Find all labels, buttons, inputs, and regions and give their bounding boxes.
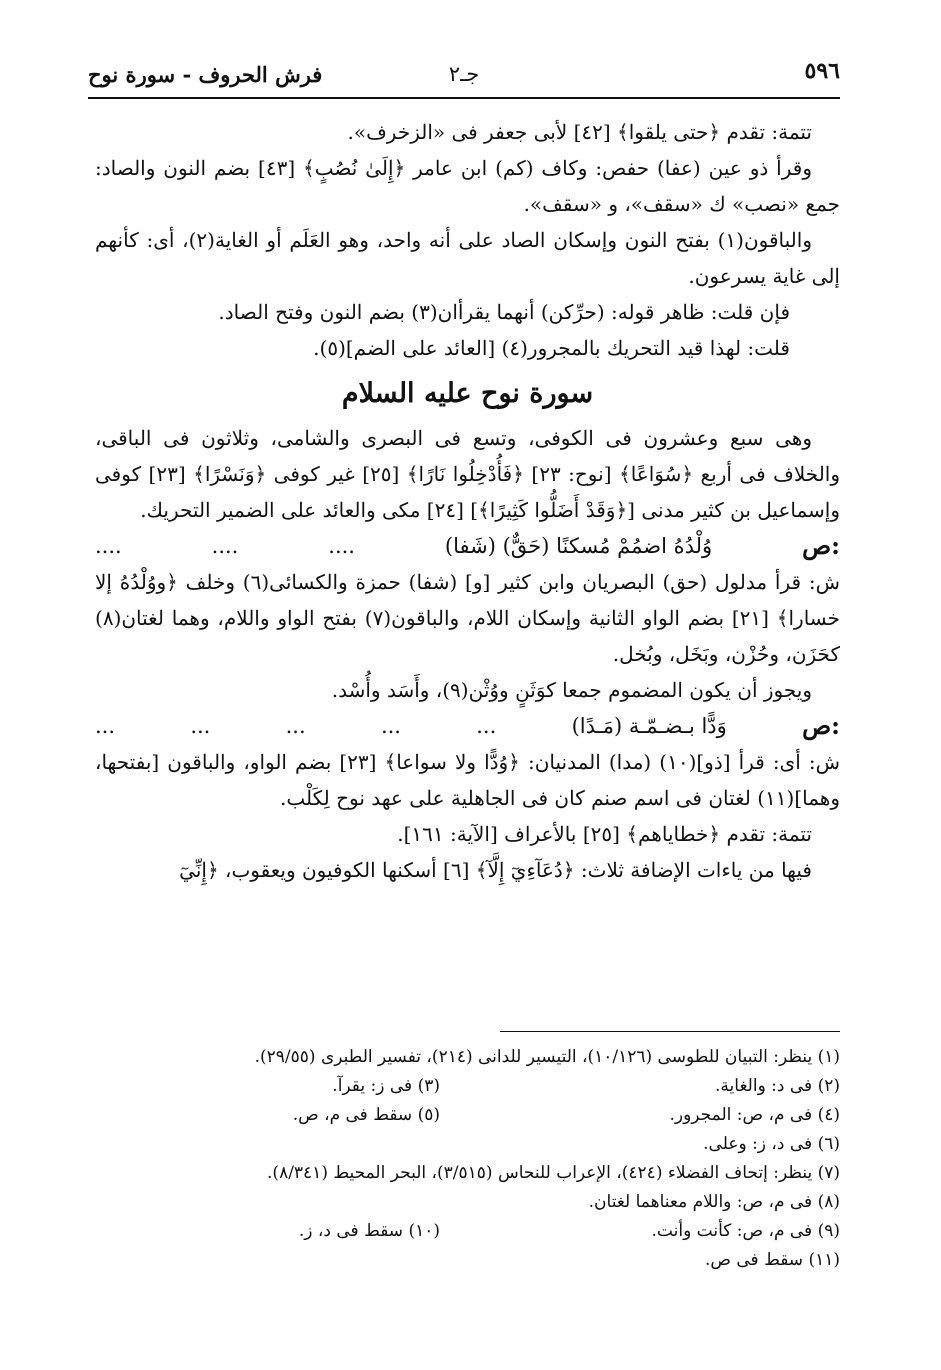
verse-label: ص: xyxy=(802,531,840,560)
poem-verse xyxy=(95,528,840,564)
footnote: (١٠) سقط فى د، ز. xyxy=(298,1221,440,1241)
verse-part: ... xyxy=(190,714,211,738)
footnote-row xyxy=(95,1101,840,1130)
page-number: ٥٩٦ xyxy=(804,58,840,84)
paragraph: قلت: لهذا قيد التحريك بالمجرور(٤) [العائد على الضم](٥). xyxy=(313,336,790,360)
footnote: (٤) فى م، ص: المجرور. xyxy=(669,1105,840,1125)
surah-heading: سورة نوح عليه السلام xyxy=(341,378,594,409)
verse-part: وَدًّا بـضـمّـة (مَـدًا) xyxy=(571,714,727,738)
poem-verse xyxy=(95,708,840,744)
verse-part: ... xyxy=(476,714,497,738)
running-title: فرش الحروف - سورة نوح xyxy=(88,62,323,87)
verse-part: .... xyxy=(95,534,122,558)
footnote: (٨) فى م، ص: واللام معناهما لغتان. xyxy=(588,1192,840,1212)
verse-part: وُلْدُهُ اضمُمْ مُسكنًا (حَقٌّ) (شَفا) xyxy=(444,534,713,558)
footnote-separator xyxy=(500,1031,840,1032)
footnote: (٩) فى م، ص: كأنت وأنت. xyxy=(651,1221,840,1241)
verse-label: ص: xyxy=(802,711,840,740)
footnote: (٢) فى د: والغاية. xyxy=(715,1076,840,1096)
footnote-row xyxy=(95,1072,840,1101)
paragraph: ويجوز أن يكون المضموم جمعا كوَثَنٍ ووُثْن(٩)، وأَسَد وأُسْد. xyxy=(331,678,812,702)
paragraph: تتمة: تقدم ﴿حتى يلقوا﴾ [٤٢] لأبى جعفر فى «الزخرف». xyxy=(347,120,812,144)
verse-part: ... xyxy=(380,714,401,738)
main-text xyxy=(95,114,840,888)
paragraph: فإن قلت: ظاهر قوله: (حرِّكن) أنهما يقرأان(٣) بضم النون وفتح الصاد. xyxy=(218,300,790,324)
paragraph: والباقون(١) بفتح النون وإسكان الصاد على أنه واحد، وهو العَلَم أو الغاية(٢)، أى: كأنهم إلى غاية يسرعون. xyxy=(95,228,840,288)
paragraph: ش: قرأ مدلول (حق) البصريان وابن كثير [و] (شفا) حمزة والكسائى(٦) وخلف ﴿ووُلْدُهُ إلا خسارا﴾ [٢١] بضم الواو الثانية وإسكان اللام، والباقون(٧) بفتح الواو واللام، وهما لغتان(٨) كحَزَن، وحُزْن، وبَخَل، وبُخل. xyxy=(95,570,840,666)
header-rule xyxy=(88,97,840,99)
paragraph: وقرأ ذو عين (عفا) حفص: وكاف (كم) ابن عامر ﴿إِلَىٰ نُصُبٍ﴾ [٤٣] بضم النون والصاد: جمع «نصب» ك «سقف»، و «سقف». xyxy=(95,156,840,216)
footnote: (١) ينظر: التبيان للطوسى (١٠/١٢٦)، التيسير للدانى (٢١٤)، تفسير الطبرى (٢٩/٥٥). xyxy=(254,1047,840,1067)
footnotes xyxy=(95,1043,840,1275)
footnote: (٣) فى ز: يقرآ. xyxy=(332,1076,440,1096)
verse-part: .... xyxy=(328,534,355,558)
page-header xyxy=(88,58,840,98)
paragraph: فيها من ياءات الإضافة ثلاث: ﴿دُعَآءِيٓ إِلَّآ﴾ [٦] أسكنها الكوفيون ويعقوب، ﴿إِنِّيٓ xyxy=(179,858,812,882)
verse-part: .... xyxy=(211,534,239,558)
paragraph: وهى سبع وعشرون فى الكوفى، وتسع فى البصرى والشامى، وثلاثون فى الباقى، والخلاف فى أربع ﴿سُوَاعًا﴾ [نوح: ٢٣] ﴿فَأُدْخِلُوا نَارًا﴾ [٢٥] غير كوفى ﴿وَنَسْرًا﴾ [٢٣] كوفى وإسماعيل بن كثير مدنى [﴿وَقَدْ أَضَلُّوا كَثِيرًا﴾] [٢٤] مكى والعائد على الضمير التحريك. xyxy=(95,426,840,522)
paragraph: تتمة: تقدم ﴿خطاياهم﴾ [٢٥] بالأعراف [الآية: ١٦١]. xyxy=(397,822,812,846)
paragraph: ش: أى: قرأ [ذو](١٠) (مدا) المدنيان: ﴿وُدًّا ولا سواعا﴾ [٢٣] بضم الواو، والباقون [بفتحها، وهما](١١) لغتان فى اسم صنم كان فى الجاهلية على عهد نوح لِكَلْب. xyxy=(95,750,840,810)
footnote: (٥) سقط فى م، ص. xyxy=(292,1105,440,1125)
footnote: (٦) فى د، ز: وعلى. xyxy=(703,1134,840,1154)
footnote-row xyxy=(95,1217,840,1246)
verse-part: ... xyxy=(95,714,116,738)
footnote: (٧) ينظر: إتحاف الفضلاء (٤٢٤)، الإعراب للنحاس (٣/٥١٥)، البحر المحيط (٨/٣٤١). xyxy=(267,1163,840,1183)
footnote: (١١) سقط فى ص. xyxy=(705,1250,840,1270)
verse-part: ... xyxy=(285,714,306,738)
volume-label: جـ٢ xyxy=(448,62,480,86)
